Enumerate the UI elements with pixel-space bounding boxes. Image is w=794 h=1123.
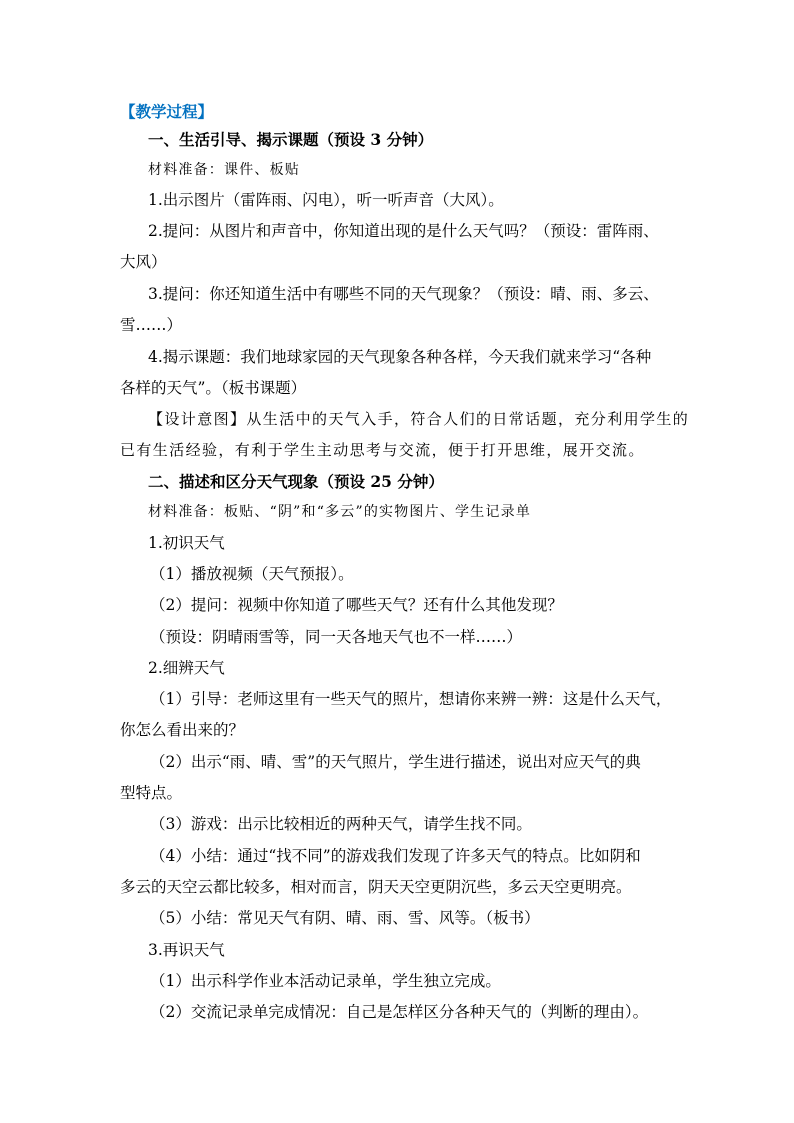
section2-sub2-a-line1: （1）引导：老师这里有一些天气的照片，想请你来辨一辨：这是什么天气， xyxy=(150,690,672,708)
section2-sub2-b-line1: （2）出示“雨、晴、雪”的天气照片，学生进行描述，说出对应天气的典 xyxy=(150,753,641,771)
section2-sub2-d-line1: （4）小结：通过“找不同”的游戏我们发现了许多天气的特点。比如阴和 xyxy=(150,847,641,865)
design-intent-line1: 【设计意图】从生活中的天气入手，符合人们的日常话题，充分利用学生的 xyxy=(148,410,690,428)
section2-sub2-d-line2: 多云的天空云都比较多，相对而言，阴天天空更阴沉些，多云天空更明亮。 xyxy=(120,878,632,896)
section1-title: 一、生活引导、揭示课题（预设 3 分钟） xyxy=(148,130,434,149)
section2-sub1-a: （1）播放视频（天气预报）。 xyxy=(150,565,354,583)
section2-sub3-title: 3.再识天气 xyxy=(148,941,225,959)
section2-sub1-title: 1.初识天气 xyxy=(148,534,225,552)
section2-sub1-b: （2）提问：视频中你知道了哪些天气？还有什么其他发现？ xyxy=(150,596,563,614)
section2-sub3-a: （1）出示科学作业本活动记录单，学生独立完成。 xyxy=(150,972,501,990)
section2-sub1-c: （预设：阴晴雨雪等，同一天各地天气也不一样……） xyxy=(150,628,523,646)
section1-materials: 材料准备：课件、板贴 xyxy=(148,162,300,178)
section1-item4-line1: 4.揭示课题：我们地球家园的天气现象各种各样，今天我们就来学习“各种 xyxy=(148,348,652,366)
section2-title: 二、描述和区分天气现象（预设 25 分钟） xyxy=(148,472,444,491)
section1-item2-line1: 2.提问：从图片和声音中，你知道出现的是什么天气吗？（预设：雷阵雨、 xyxy=(148,222,659,240)
section2-sub3-b: （2）交流记录单完成情况：自己是怎样区分各种天气的（判断的理由）。 xyxy=(150,1003,649,1021)
section1-item2-line2: 大风） xyxy=(120,253,167,271)
section1-item4-line2: 各样的天气”。（板书课题） xyxy=(120,379,307,397)
design-intent-line2: 已有生活经验，有利于学生主动思考与交流，便于打开思维，展开交流。 xyxy=(120,441,645,459)
section-heading: 【教学过程】 xyxy=(120,102,214,121)
section2-sub2-b-line2: 型特点。 xyxy=(120,784,183,802)
section1-item1: 1.出示图片（雷阵雨、闪电），听一听声音（大风）。 xyxy=(148,191,504,209)
section2-sub2-e: （5）小结：常见天气有阴、晴、雨、雪、风等。（板书） xyxy=(150,909,540,927)
section1-item3-line2: 雪……） xyxy=(120,316,183,334)
section2-sub2-a-line2: 你怎么看出来的？ xyxy=(120,721,245,739)
section2-materials: 材料准备：板贴、“阴”和“多云”的实物图片、学生记录单 xyxy=(148,504,532,520)
section1-item3-line1: 3.提问：你还知道生活中有哪些不同的天气现象？（预设：晴、雨、多云、 xyxy=(148,285,659,303)
section2-sub2-title: 2.细辨天气 xyxy=(148,659,225,677)
section2-sub2-c: （3）游戏：出示比较相近的两种天气，请学生找不同。 xyxy=(150,815,532,833)
